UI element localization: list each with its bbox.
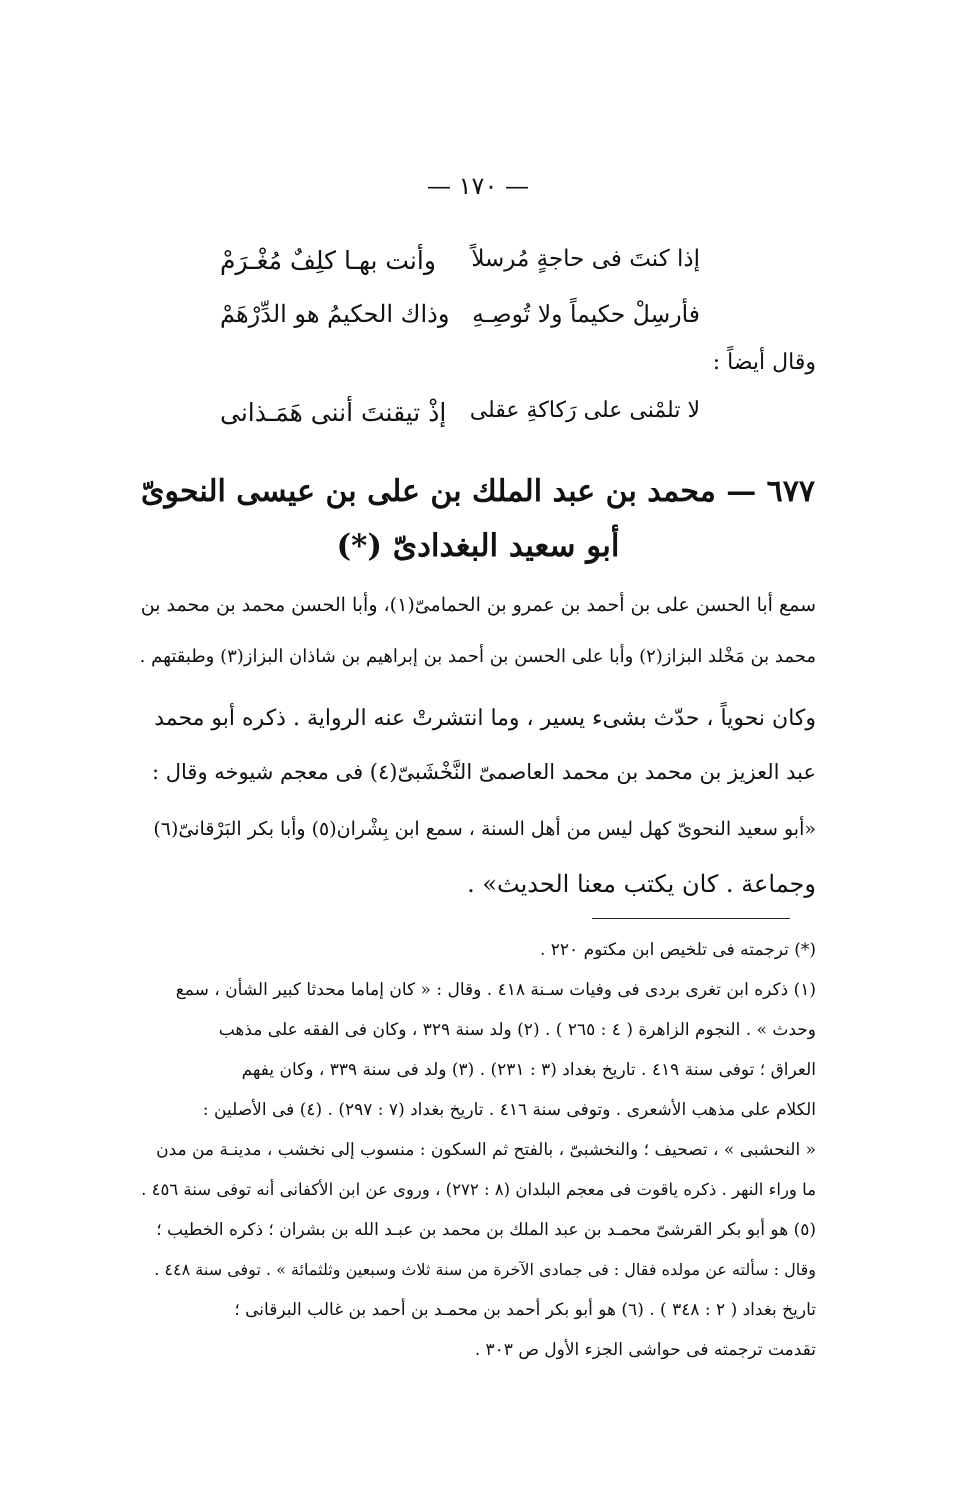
body-line-2: محمد بن مَخْلد البزاز(٢) وأبا على الحسن بن أحمد بن إبراهيم بن شاذان البزاز(٣) وطبقتهم . [139,646,816,667]
verse-3 [220,398,700,438]
verse-3-second-hemistich: إذْ تيقنتَ أننى هَمَـذانى [220,398,447,427]
footnote-line-8: (٥) هو أبو بكر القرشىّ محمـد بن عبد الملك بن محمد بن عبـد الله بن بشران ؛ ذكره الخطيب ؛ [156,1220,816,1240]
verse-3-first-hemistich: لا تلمْنى على رَكاكةِ عقلى [469,398,700,423]
verse-1 [220,246,700,286]
footnote-line-10: تاريخ بغداد ( ٢ : ٣٤٨ ) . (٦) هو أبو بكر أحمد بن محمـد بن أحمد بن غالب البرقانى ؛ [234,1300,816,1320]
footnote-line-1: (*) ترجمته فى تلخيص ابن مكتوم ٢٢٠ . [539,940,816,960]
entry-title-line-1: ٦٧٧ — محمد بن عبد الملك بن على بن عيسى النحوىّ [140,474,816,509]
footnote-line-2: (١) ذكره ابن تغرى بردى فى وفيات سـنة ٤١٨ . وقال : « كان إماما محدثا كبير الشأن ، سمع [175,980,816,1000]
body-line-1: سمع أبا الحسن على بن أحمد بن عمرو بن الحمامىّ(١)، وأبا الحسن محمد بن محمد بن [140,594,816,616]
entry-title-line-2: أبو سعيد البغدادىّ (*) [336,528,620,564]
footnote-line-5: الكلام على مذهب الأشعرى . وتوفى سنة ٤١٦ . تاريخ بغداد (٧ : ٢٩٧) . (٤) فى الأصلين : [202,1100,816,1120]
body-line-5: «أبو سعيد النحوىّ كهل ليس من أهل السنة ، سمع ابن بِشْران(٥) وأبا بكر البَرْقانىّ(٦) [153,818,816,840]
body-line-4: عبد العزيز بن محمد بن محمد العاصمىّ النَّخْشَبىّ(٤) فى معجم شيوخه وقال : [152,760,816,784]
footnote-divider [592,918,790,919]
footnote-line-7: ما وراء النهر . ذكره ياقوت فى معجم البلدان (٨ : ٢٧٢) ، وروى عن ابن الأكفانى أنه توفى سنة ٤٥٦ . [141,1180,816,1199]
footnote-line-3: وحدث » . النجوم الزاهرة ( ٤ : ٢٦٥ ) . (٢) ولد سنة ٣٢٩ ، وكان فى الفقه على مذهب [218,1020,816,1040]
verse-2-second-hemistich: وذاك الحكيمُ هو الدِّرْهَمْ [220,300,450,328]
body-line-3: وكان نحوياً ، حدّث بشىء يسير ، وما انتشرتْ عنه الرواية . ذكره أبو محمد [154,706,816,731]
intro-line: وقال أيضاً : [712,350,816,375]
verse-1-second-hemistich: وأنت بهـا كلِفٌ مُغْـرَمْ [220,246,436,275]
page-number: — ١٧٠ — [427,172,529,200]
body-line-6: وجماعة . كان يكتب معنا الحديث» . [467,870,816,898]
footnote-line-11: تقدمت ترجمته فى حواشى الجزء الأول ص ٣٠٣ . [474,1340,816,1360]
verse-2 [220,300,700,340]
footnote-line-9: وقال : سألته عن مولده فقال : فى جمادى الآخرة من سنة ثلاث وسبعين وثلثمائة » . توفى سنة ٤٤٨ . [154,1260,816,1279]
verse-1-first-hemistich: إذا كنتَ فى حاجةٍ مُرسلاً [471,246,700,272]
footnote-line-6: « النحشبى » ، تصحيف ؛ والنخشبىّ ، بالفتح ثم السكون : منسوب إلى نخشب ، مدينـة من مدن [156,1140,816,1160]
footnote-line-4: العراق ؛ توفى سنة ٤١٩ . تاريخ بغداد (٣ : ٢٣١) . (٣) ولد فى سنة ٣٣٩ ، وكان يفهم [241,1060,816,1080]
verse-2-first-hemistich: فأرسِلْ حكيماً ولا تُوصِـهِ [472,300,700,328]
